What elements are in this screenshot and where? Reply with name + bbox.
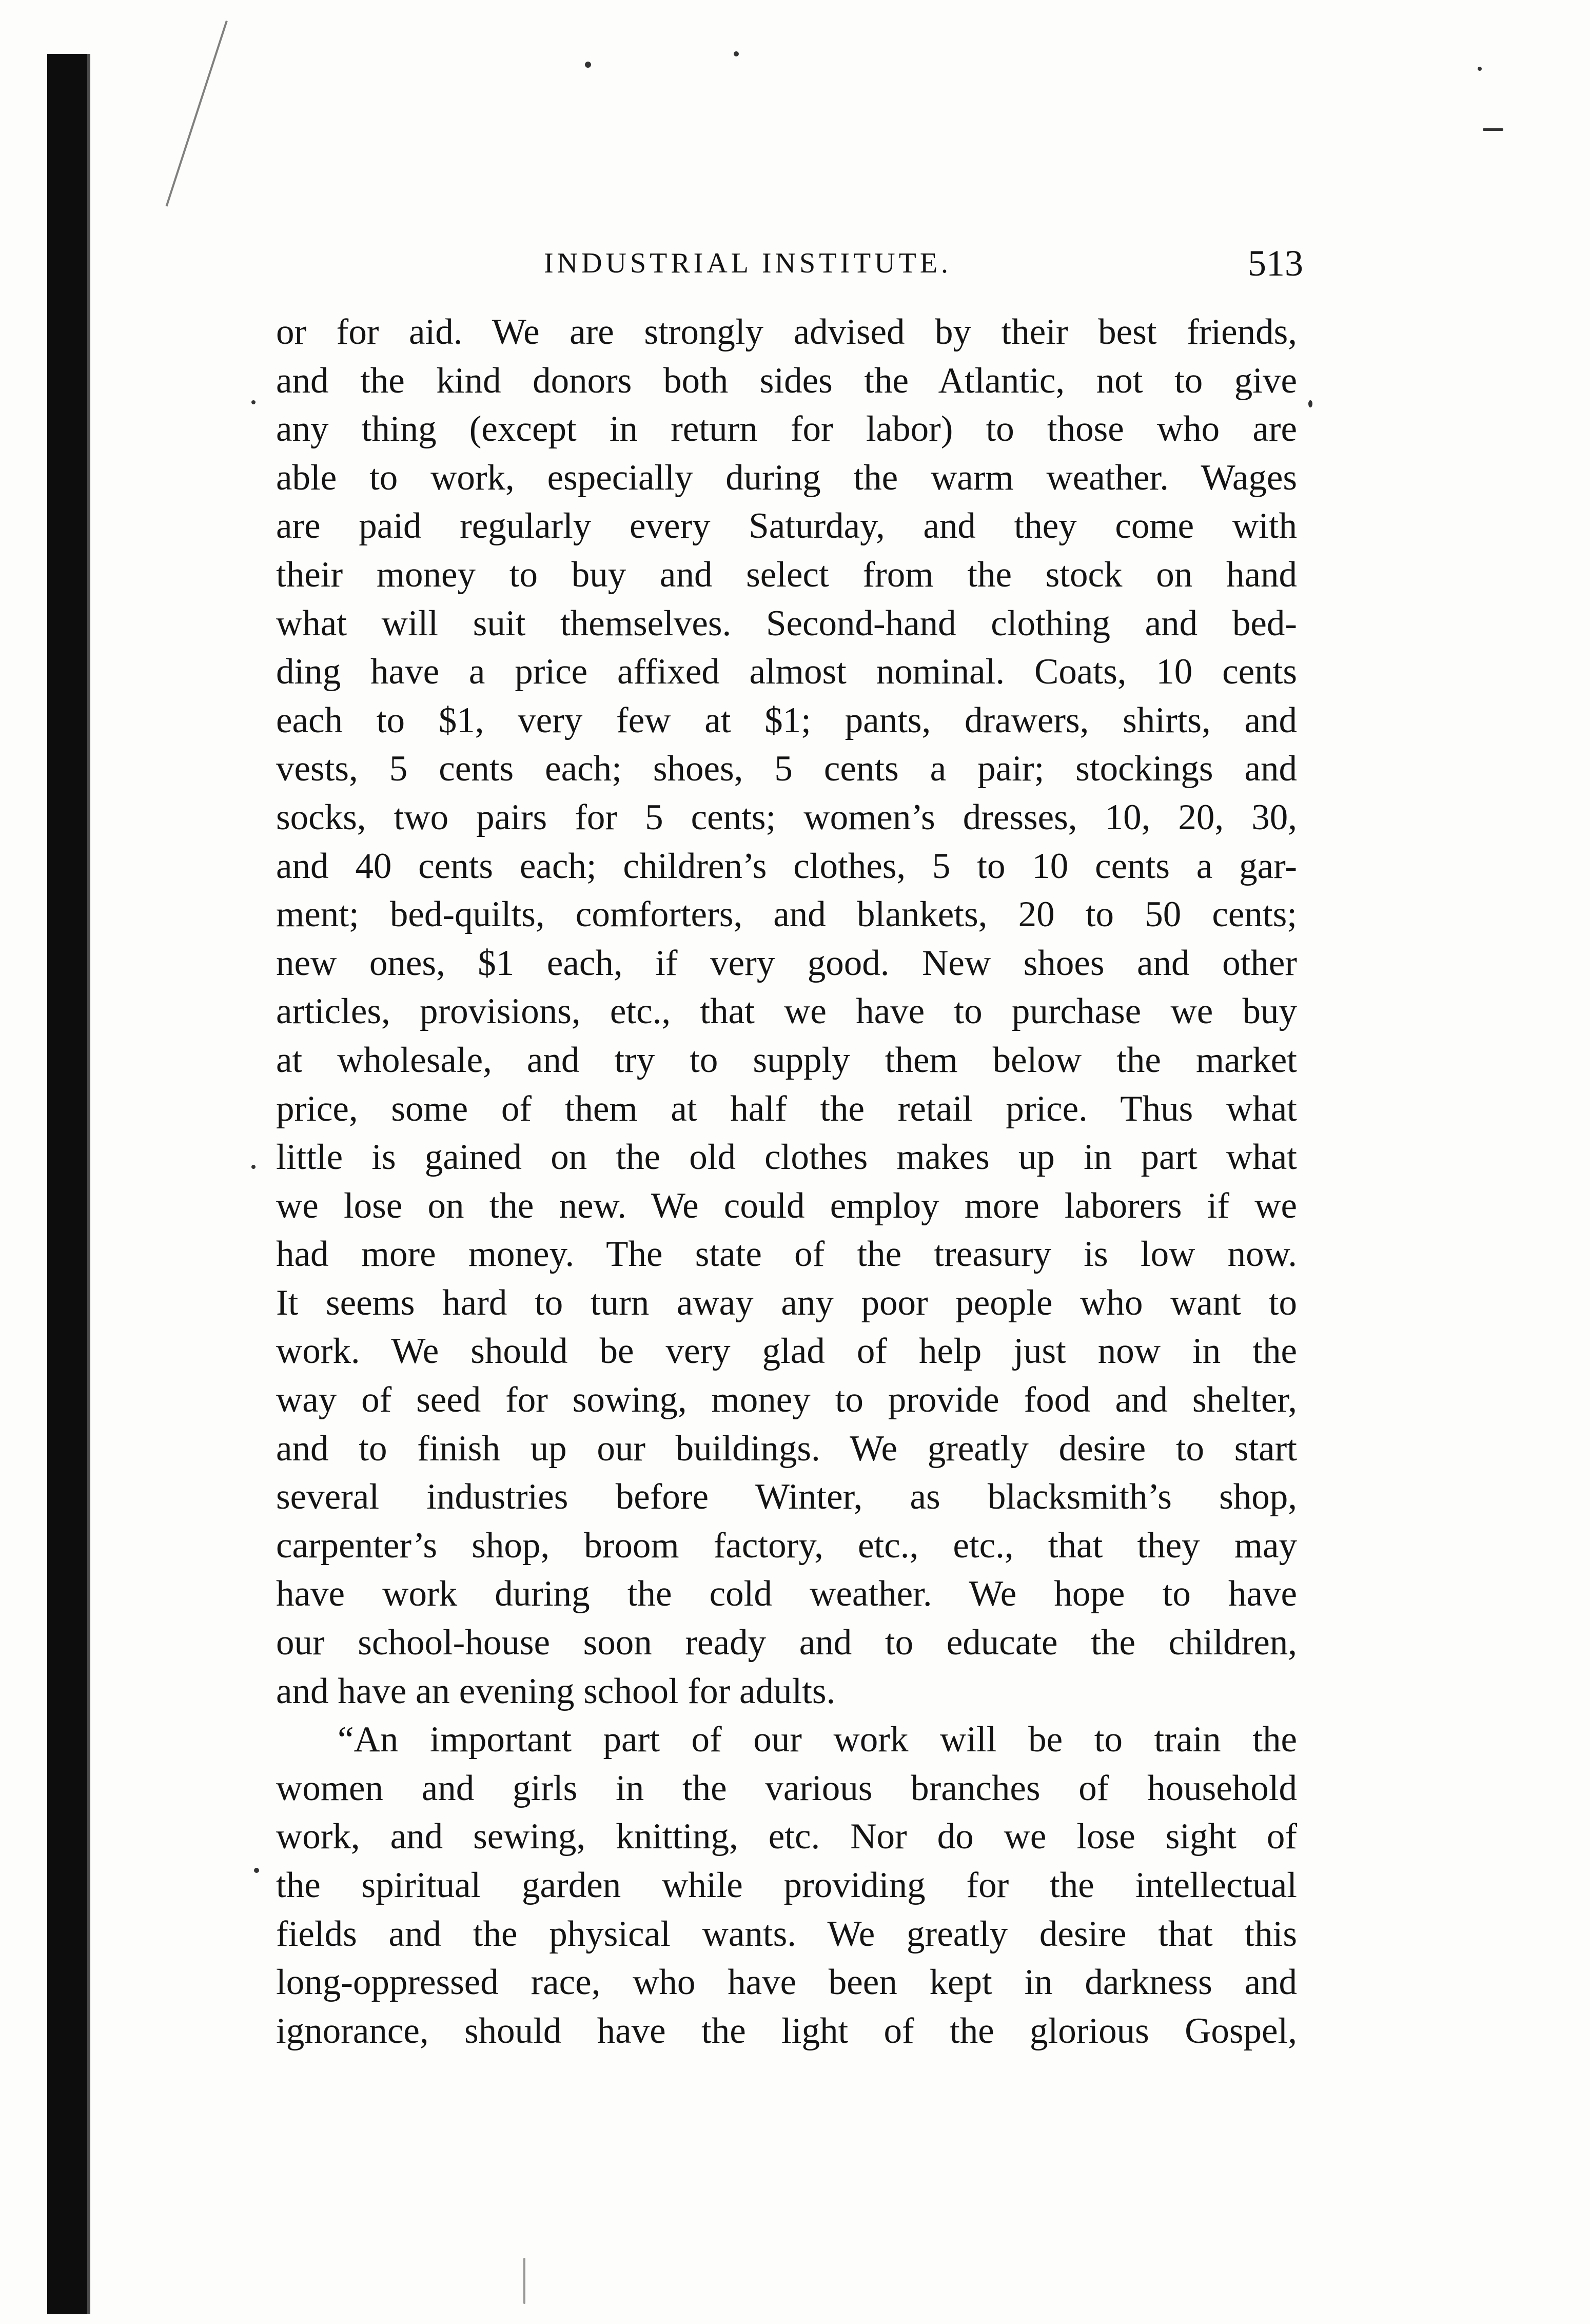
- text-line: “An important part of our work will be to train the: [338, 1720, 1297, 1760]
- text-line: their money to buy and select from the stock on hand: [276, 554, 1297, 595]
- scan-speck: [1483, 128, 1503, 131]
- scan-speck: [734, 51, 739, 56]
- text-line: our school-house soon ready and to educate the children,: [276, 1623, 1297, 1663]
- text-line: each to $1, very few at $1; pants, drawers, shirts, and: [276, 700, 1297, 740]
- text-line: work. We should be very glad of help just now in the: [276, 1331, 1297, 1372]
- text-line: carpenter’s shop, broom factory, etc., etc., that they may: [276, 1525, 1297, 1566]
- scan-speck: [1478, 67, 1482, 71]
- text-line: ment; bed-quilts, comforters, and blankets, 20 to 50 cents;: [276, 894, 1297, 935]
- text-line: at wholesale, and try to supply them below the market: [276, 1040, 1297, 1080]
- text-line: ignorance, should have the light of the glorious Gospel,: [276, 2010, 1297, 2051]
- text-line: fields and the physical wants. We greatly desire that this: [276, 1913, 1297, 1954]
- scan-speck: [523, 2258, 525, 2304]
- text-line: we lose on the new. We could employ more laborers if we: [276, 1185, 1297, 1226]
- body-text: [276, 308, 1297, 2055]
- text-line: any thing (except in return for labor) to those who are: [276, 409, 1297, 450]
- page-number: 513: [1248, 243, 1303, 284]
- text-line: had more money. The state of the treasury is low now.: [276, 1234, 1297, 1275]
- text-line: price, some of them at half the retail price. Thus what: [276, 1088, 1297, 1129]
- text-line: have work during the cold weather. We hope to have: [276, 1574, 1297, 1614]
- running-title: INDUSTRIAL INSTITUTE.: [544, 247, 952, 279]
- scan-speck: [585, 62, 591, 68]
- text-line: little is gained on the old clothes makes up in part what: [276, 1137, 1297, 1178]
- text-line: long-oppressed race, who have been kept in darkness and: [276, 1962, 1297, 2003]
- text-line: work, and sewing, knitting, etc. Nor do we lose sight of: [276, 1817, 1297, 1857]
- text-line: and have an evening school for adults.: [276, 1671, 836, 1711]
- text-line: It seems hard to turn away any poor people who want to: [276, 1282, 1297, 1323]
- scan-speck: [1308, 400, 1312, 407]
- text-line: the spiritual garden while providing for the intellectual: [276, 1865, 1297, 1905]
- text-line: way of seed for sowing, money to provide food and shelter,: [276, 1380, 1297, 1420]
- text-line: are paid regularly every Saturday, and they come with: [276, 506, 1297, 546]
- scan-speck: [254, 1868, 259, 1873]
- text-line: and to finish up our buildings. We greatly desire to start: [276, 1428, 1297, 1469]
- text-line: vests, 5 cents each; shoes, 5 cents a pair; stockings and: [276, 749, 1297, 789]
- text-line: women and girls in the various branches of household: [276, 1768, 1297, 1808]
- text-line: what will suit themselves. Second-hand clothing and bed-: [276, 603, 1297, 643]
- text-line: new ones, $1 each, if very good. New shoes and other: [276, 943, 1297, 983]
- text-line: able to work, especially during the warm weather. Wages: [276, 457, 1297, 498]
- pencil-mark: [166, 21, 228, 207]
- text-line: and the kind donors both sides the Atlantic, not to give: [276, 360, 1297, 401]
- scan-speck: [251, 400, 256, 404]
- text-line: articles, provisions, etc., that we have to purchase we buy: [276, 991, 1297, 1032]
- scan-speck: [251, 1165, 256, 1169]
- text-line: and 40 cents each; children’s clothes, 5 to 10 cents a gar-: [276, 846, 1297, 886]
- text-line: or for aid. We are strongly advised by their best friends,: [276, 312, 1297, 352]
- page-header: [503, 240, 1303, 286]
- text-line: ding have a price affixed almost nominal. Coats, 10 cents: [276, 652, 1297, 692]
- text-line: several industries before Winter, as blacksmith’s shop,: [276, 1477, 1297, 1517]
- text-line: socks, two pairs for 5 cents; women’s dresses, 10, 20, 30,: [276, 797, 1297, 837]
- page-binding-edge: [47, 54, 88, 2314]
